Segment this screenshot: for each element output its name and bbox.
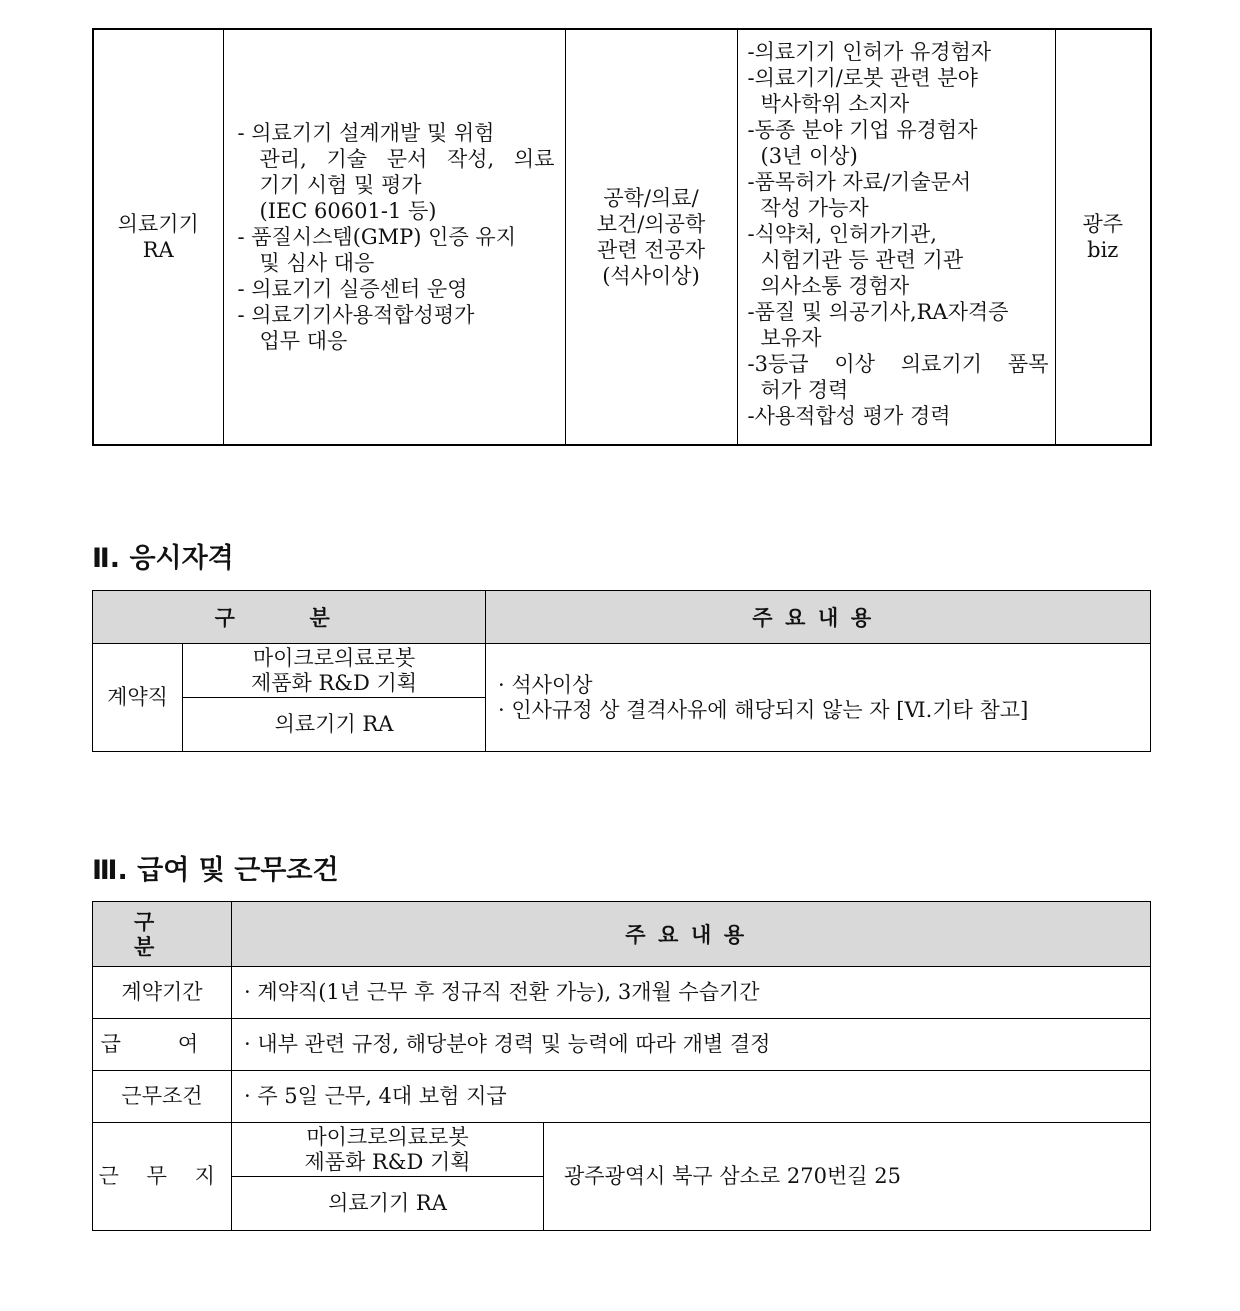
section-title-conditions: Ⅲ. 급여 및 근무조건 (92, 855, 339, 886)
duties-list (238, 120, 555, 354)
role-line: 마이크로의료로봇 (252, 645, 416, 670)
workplace-role-cell (232, 1123, 544, 1177)
eligibility-table (92, 590, 1151, 752)
position-name-line: RA (142, 238, 174, 262)
row-label-conditions: 근무조건 (93, 1071, 232, 1123)
row-text-contract: · 계약직(1년 근무 후 정규직 전환 가능), 3개월 수습기간 (232, 967, 1151, 1019)
duty-line: 업무 대응 (259, 329, 348, 353)
header-category-text: 구 분 (214, 604, 364, 630)
role-cell (183, 698, 486, 752)
qualification-line: -품질 및 의공기사,RA자격증 (747, 300, 1009, 324)
row-label-salary-text: 급 여 (100, 1032, 224, 1056)
qualification-line: (3년 이상) (760, 144, 858, 168)
location-line: 광주 (1082, 212, 1124, 236)
row-text-salary: · 내부 관련 규정, 해당분야 경력 및 능력에 따라 개별 결정 (232, 1019, 1151, 1071)
major-line: 보건/의공학 (596, 212, 706, 236)
position-name-line: 의료기기 (117, 212, 199, 236)
role-line: 제품화 R&D 기획 (250, 670, 418, 695)
major-line: 관련 전공자 (596, 238, 706, 262)
qualification-line: -의료기기 인허가 유경험자 (747, 40, 992, 64)
row-label-salary (93, 1019, 232, 1071)
qualification-line: -사용적합성 평가 경력 (747, 404, 951, 428)
duty-line: (IEC 60601-1 등) (259, 199, 437, 223)
location-cell (1055, 29, 1151, 445)
eligibility-item: · 석사이상 (498, 672, 593, 697)
qualification-line: -식약처, 인허가기관, (747, 222, 937, 246)
workplace-role-line: 마이크로의료로봇 (306, 1124, 469, 1149)
duty-line: - 의료기기사용적합성평가 (237, 303, 475, 327)
row-text-conditions: · 주 5일 근무, 4대 보험 지급 (232, 1071, 1151, 1123)
duty-line: - 품질시스템(GMP) 인증 유지 (237, 225, 516, 249)
qualification-line: -3등급 이상 의료기기 품목 (747, 352, 1049, 376)
role-cell (183, 644, 486, 698)
role-line: 의료기기 RA (274, 712, 394, 736)
qualification-line: 의사소통 경험자 (760, 274, 910, 298)
workplace-label (93, 1123, 232, 1231)
duty-line: 기기 시험 및 평가 (259, 173, 422, 197)
location-line: biz (1087, 238, 1119, 262)
qualification-line: 시험기관 등 관련 기관 (760, 248, 964, 272)
duty-line: 및 심사 대응 (259, 251, 375, 275)
eligibility-items (486, 644, 1151, 752)
qualifications-list (748, 39, 1049, 429)
header-content (232, 902, 1151, 967)
conditions-table (92, 901, 1151, 1231)
duties-cell (223, 29, 565, 445)
major-cell (565, 29, 737, 445)
qualification-line: -동종 분야 기업 유경험자 (747, 118, 978, 142)
eligibility-item: · 인사규정 상 결격사유에 해당되지 않는 자 [Ⅵ.기타 참고] (498, 697, 1029, 722)
position-cell (93, 29, 223, 445)
header-category-text: 구 분 (134, 909, 190, 959)
qualification-line: 작성 가능자 (760, 196, 869, 220)
major-line: 공학/의료/ (603, 186, 699, 210)
duty-line: - 의료기기 실증센터 운영 (237, 277, 468, 301)
header-category (93, 902, 232, 967)
workplace-role-line: 제품화 R&D 기획 (304, 1149, 471, 1174)
header-category (93, 591, 486, 644)
major-line: (석사이상) (602, 264, 700, 288)
duty-line: - 의료기기 설계개발 및 위험 (237, 121, 495, 145)
qualification-line: -의료기기/로봇 관련 분야 (747, 66, 978, 90)
qualification-line: 허가 경력 (760, 378, 849, 402)
row-label-contract: 계약기간 (93, 967, 232, 1019)
duty-line: 관리, 기술 문서 작성, 의료 (259, 147, 555, 171)
qualification-line: 보유자 (760, 326, 822, 350)
qualification-line: -품목허가 자료/기술문서 (747, 170, 972, 194)
qualifications-cell (737, 29, 1055, 445)
header-content-text: 주요내용 (752, 604, 884, 630)
employment-type: 계약직 (93, 644, 183, 752)
section-title-eligibility: Ⅱ. 응시자격 (92, 543, 234, 574)
qualification-line: 박사학위 소지자 (760, 92, 910, 116)
workplace-role-cell (232, 1177, 544, 1231)
job-description-table (92, 28, 1152, 446)
workplace-address: 광주광역시 북구 삼소로 270번길 25 (544, 1123, 1151, 1231)
header-content (486, 591, 1151, 644)
header-content-text: 주요내용 (625, 921, 757, 947)
workplace-role-line: 의료기기 RA (328, 1191, 447, 1215)
workplace-label-text: 근 무 지 (98, 1164, 226, 1188)
